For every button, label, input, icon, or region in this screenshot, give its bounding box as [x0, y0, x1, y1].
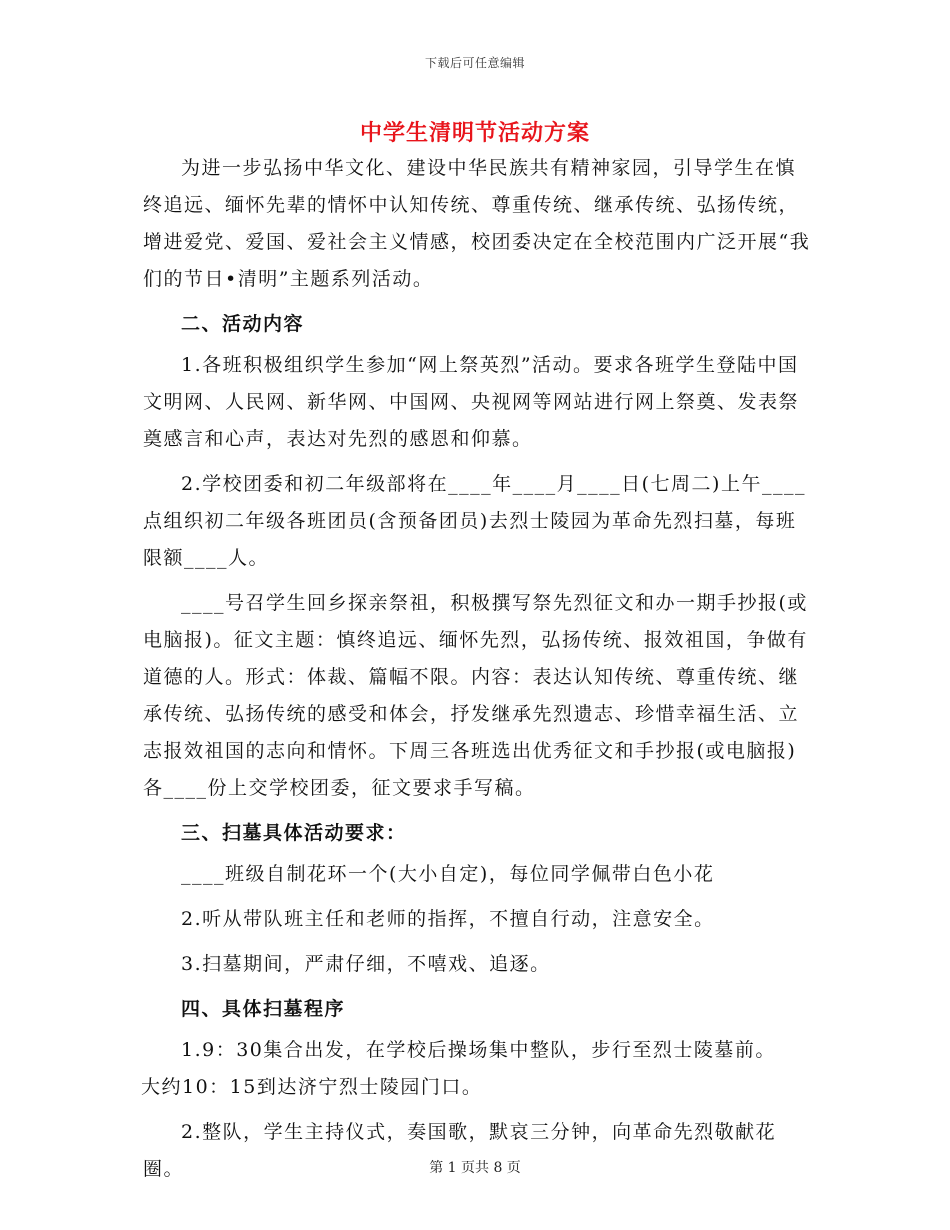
document-body — [143, 150, 815, 1196]
document-title: 中学生清明节活动方案 — [359, 120, 590, 146]
section-heading-procedure: 四、具体扫墓程序 — [181, 998, 346, 1020]
requirement-item-2: 2.听从带队班主任和老师的指挥，不擅自行动，注意安全。 — [181, 908, 715, 930]
activity-item-1: 1.各班积极组织学生参加“网上祭英烈”活动。要求各班学生登陆中国文明网、人民网、新华网、中国网、央视网等网站进行网上祭奠、发表祭奠感言和心声，表达对先烈的感恩和仰慕。 — [143, 354, 800, 450]
procedure-item-1-continued: 大约10：15到达济宁烈士陵园门口。 — [141, 1076, 483, 1098]
section-heading-activities: 二、活动内容 — [181, 313, 305, 335]
procedure-item-2: 2.整队，学生主持仪式，奏国歌，默哀三分钟，向革命先烈敬献花圈。 — [143, 1121, 777, 1180]
intro-paragraph: 为进一步弘扬中华文化、建设中华民族共有精神家园，引导学生在慎终追远、缅怀先辈的情怀中认知传统、尊重传统、继承传统、弘扬传统，增进爱党、爱国、爱社会主义情感，校团委决定在全校范围内广泛开展“我们的节日•清明”主题系列活动。 — [143, 157, 811, 290]
activity-item-3: ____号召学生回乡探亲祭祖，积极撰写祭先烈征文和办一期手抄报(或电脑报)。征文主题：慎终追远、缅怀先烈，弘扬传统、报效祖国，争做有道德的人。形式：体裁、篇幅不限。内容：表达认知传统、尊重传统、继承传统、弘扬传统的感受和体会，抒发继承先烈遗志、珍惜幸福生活、立志报效祖国的志向和情怀。下周三各班选出优秀征文和手抄报(或电脑报)各____份上交学校团委，征文要求手写稿。 — [143, 592, 808, 799]
activity-item-2: 2.学校团委和初二年级部将在____年____月____日(七周二)上午____点组织初二年级各班团员(含预备团员)去烈士陵园为革命先烈扫墓，每班限额____人。 — [143, 473, 806, 569]
requirement-item-3: 3.扫墓期间，严肃仔细，不嘻戏、追逐。 — [181, 953, 551, 975]
procedure-item-1: 1.9：30集合出发，在学校后操场集中整队，步行至烈士陵墓前。 — [181, 1039, 776, 1061]
header-note: 下载后可任意编辑 — [424, 56, 525, 70]
page-number: 第 1 页共 8 页 — [429, 1160, 521, 1176]
requirement-item-1: ____班级自制花环一个(大小自定)，每位同学佩带白色小花 — [181, 863, 715, 885]
section-heading-requirements: 三、扫墓具体活动要求： — [181, 822, 407, 844]
